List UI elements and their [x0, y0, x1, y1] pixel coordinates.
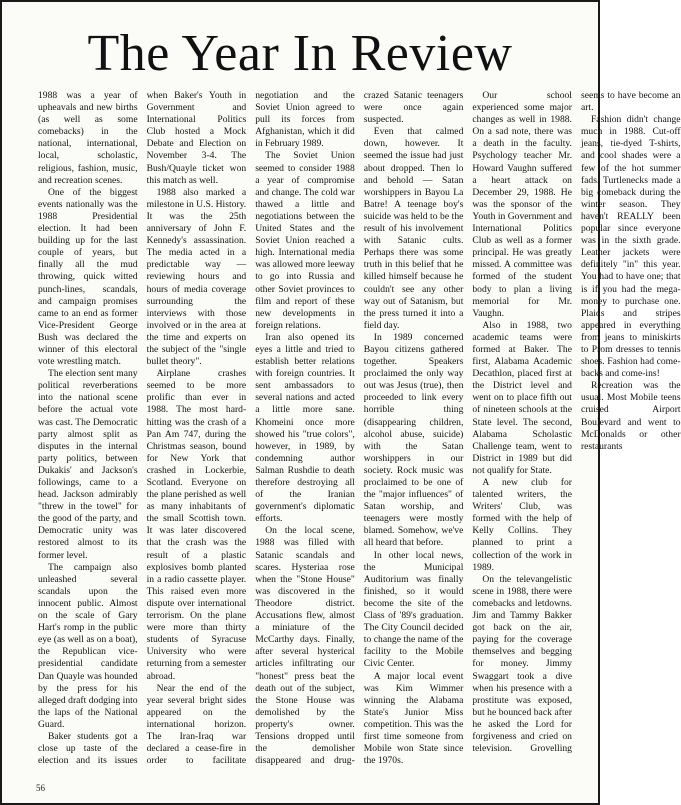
article-paragraph: Iran also opened its eyes a little and tried to establish better relations with foreign countries. It sent ambassadors to several nations and acted a little more sane. Khomeini once more showed his "true colors", however, in 1989, by condemning author Salman Rushdie to death therefore destroying all of the Iranian government's diplomatic efforts. — [255, 331, 355, 525]
article-paragraph: Also in 1988, two academic teams were formed at Baker. The first, Alabama Academic Decathlon, placed first at the District level and went on to place fifth out of nineteen schools at the State level. The second, Alabama Scholastic Challenge team, went to District in 1989 but did not qualify for State. — [472, 319, 572, 476]
page-title: The Year In Review — [87, 25, 513, 82]
article-paragraph: The campaign also unleashed several scandals upon the innocent public. Almost on the scale of Gary Hart's romp in the public eye (as well as on a boat), the Republican vice-presidential candidate Dan Quayle was hounded by the press for his alleged draft dodging into the laps of the National Guard. — [38, 561, 138, 730]
article-paragraph: Fashion didn't change much in 1988. Cut-off jeans, tie-dyed T-shirts, and cool shades were a few of the hot summer fads. Turtlenecks made a big comeback during the winter season. They haven't REALLY been popular since everyone was in the sixth grade. Leather jackets were definitely "in" this year. You had to have one; that is if you had the mega-money to purchase one. Plaids and stripes appeared in everything from jeans to miniskirts to Prom dresses to tennis shoes. Fashion had come-backs and come-ins! — [580, 114, 681, 380]
article-paragraph: A major local event was Kim Wimmer winning the Alabama State's Junior Miss competition. This was the first time someone from Mobile won State since the 1970s. — [363, 670, 464, 767]
article-paragraph: 1988 was a year of upheavals and new births (as well as some comebacks) in the national, international, local, scholastic, religious, fashion, music, and recreation scenes. — [38, 90, 138, 186]
article-paragraph: Recreation was the usual. Most Mobile teens cruised Airport Boulevard and went to McDonalds or other restaurants — [580, 380, 681, 452]
page-number: 56 — [36, 783, 45, 793]
article-paragraph: The election sent many political reverberations into the national scene before the actual vote was cast. The Democratic party almost split as disputes in the internal party politics, between Dukakis' and Jackson's followings, came to a head. Jackson admirably "threw in the towel" for the good of the party, and Democratic unity was restored almost to its former level. — [38, 368, 138, 561]
article-paragraph: Baker students got a close up taste of the election and its issues when Baker's Youth in Government and International Politics Club hosted a Mock Debate and Election on November 3-4. The Bush/Quayle ticket won this match as well. — [38, 90, 247, 767]
article-paragraph: Near the end of the year several bright sides appeared on the international horizon. The Iran-Iraq war declared a cease-fire in order to facilitate negotiation and the Soviet Union agreed to pull its forces from Afghanistan, which it did in February 1989. — [146, 90, 355, 767]
article-paragraph: A new club for talented writers, the Writers' Club, was formed with the help of Kelly Collins. They planned to print a collection of the work in 1989. — [472, 477, 572, 573]
article-paragraph: Even that calmed down, however. It seemed the issue had just about dropped. Then lo and behold — Satan worshippers in Bayou La Batre! A teenage boy's suicide was held to be the result of his involvement with Satanic cults. Perhaps there was some truth in this belief that he killed himself because he couldn't see any other way out of Satanism, but the press turned it into a field day. — [363, 126, 464, 331]
article-paragraph: One of the biggest events nationally was the 1988 Presidential election. It had been building up for the last couple of years, but finally all the mud throwing, quick witted punch-lines, scandals, and campaign promises came to an end as former Vice-President George Bush was declared the winner of this electoral vote wrestling match. — [38, 186, 138, 368]
article-body — [38, 90, 681, 778]
article-paragraph: Our school experienced some major changes as well in 1988. On a sad note, there was a death in the faculty. Psychology teacher Mr. Howard Vaughn suffered a heart attack on December 29, 1988. He was the sponsor of the Youth in Government and International Politics Club as well as a former principal. He was greatly missed. A committee was formed of the student body to plan a living memorial for Mr. Vaughn. — [472, 90, 572, 319]
article-paragraph: The Soviet Union seemed to consider 1988 a year of compromise and change. The cold war thawed a little and negotiations between the United States and the Soviet Union reached a high. International media was allowed more leeway to go into Russia and other Soviet provinces to film and report of these new developments in foreign relations. — [255, 150, 355, 331]
article-paragraph: On the televangelistic scene in 1988, there were comebacks and letdowns. Jim and Tammy Bakker got back on the air, paying for the coverage themselves and begging for money. Jimmy Swaggart took a dive when his presence with a prostitute was exposed, but he bounced back after he asked the Lord for forgiveness and cried on television. Grovelling seems to have become an art. — [472, 90, 681, 755]
article-paragraph: In other local news, the Municipal Auditorium was finally finished, so it would become the site of the Class of '89's graduation. The City Council decided to change the name of the facility to the Mobile Civic Center. — [363, 549, 464, 670]
article-paragraph: In 1989 concerned Bayou citizens gathered together. Speakers proclaimed the only way out was Jesus (true), then proceeded to link every horrible thing (disappearing children, alcohol abuse, suicide) with the Satan worshippers in our society. Rock music was proclaimed to be one of the "major influences" of Satan worship, and teenagers were mostly blamed. Somehow, we've all heard that before. — [363, 331, 464, 549]
article-paragraph: 1988 also marked a milestone in U.S. History. It was the 25th anniversary of John F. Kennedy's assassination. The media acted in a predictable way — reviewing hours and hours of media coverage surrounding the interviews with those involved or in the area at the time and experts on the subject of the "single bullet theory". — [146, 186, 247, 368]
article-paragraph: Airplane crashes seemed to be more prolific than ever in 1988. The most hard-hitting was the crash of a Pan Am 747, during the Christmas season, bound for New York that crashed in Lockerbie, Scotland. Everyone on the plane perished as well as many inhabitants of the small Scottish town. It was later discovered that the crash was the result of a plastic explosives bomb planted in a radio cassette player. This raised even more dispute over international terrorism. On the plane were more than thirty students of Syracuse University who were returning from a semester abroad. — [146, 368, 247, 682]
article-paragraph: On the local scene, 1988 was filled with Satanic scandals and scares. Hysteriaa rose when the "Stone House" was discovered in the Theodore district. Accusations flew, almost a miniature of the McCarthy days. Finally, after several hysterical articles infiltrating our "honest" press beat the death out of the subject, the Stone House was demolished by the property's owner. Tensions dropped until the demolisher disappeared and drug-crazed Satanic teenagers were once again suspected. — [255, 90, 464, 767]
